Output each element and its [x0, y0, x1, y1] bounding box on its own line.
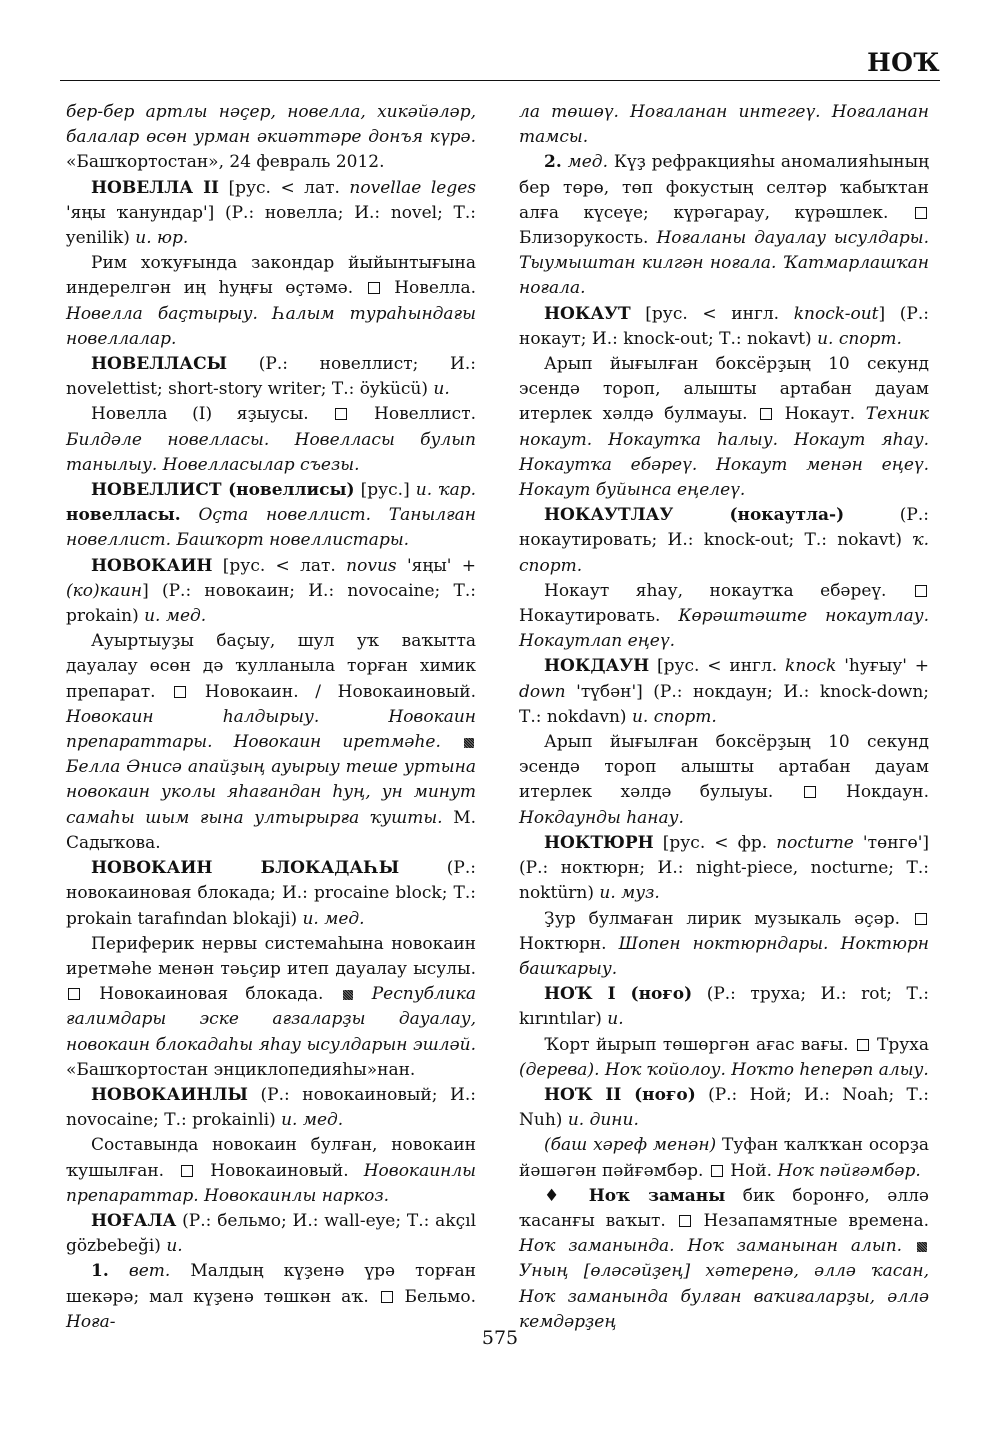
definition: Арып йығылған боксёрҙың 10 секунд эсендә тороп, алышты артабан дауам итерлек хәлдә булмауы. Нокаут. Техник нокаут. Нокаутҡа һалыу. Нокаут яһау. Нокаутҡа ебәреү. Нокаут менән еңеү. Нокаут буйынса еңелеү.: [519, 354, 930, 501]
russian-equivalent-box-icon: [915, 585, 927, 597]
entry-nokdaun: НОКДАУН [рус. < ингл. knock 'һуғыу' + down 'түбән'] (Р.: нокдаун; И.: knock-down; Т.: nokdavn) и. спорт.: [519, 656, 930, 727]
entry-nokautlau: НОКАУТЛАУ (нокаутла-) (Р.: нокаутировать; И.: knock-out; Т.: nokavt) ҡ. спорт.: [519, 505, 930, 576]
headword: НОКАУТЛАУ (нокаутла-): [544, 505, 845, 526]
russian-equivalent-box-icon: [915, 207, 927, 219]
continued-examples: ла төшөү. Ноғаланан интегеү. Ноғаланан тамсы.: [519, 102, 929, 148]
entry-noq-2: НОҠ II (ноғо) (Р.: Ной; И.: Noah; Т.: Nuh) и. дини.: [519, 1084, 929, 1131]
headword: Ноҡ заманы: [588, 1185, 726, 1206]
definition: Составында новокаин булған, новокаин ҡушылған. Новокаиновый. Новокаинлы препараттар. Новокаинлы наркоз.: [66, 1135, 477, 1206]
quotation-square-icon: [464, 738, 474, 748]
quotation-square-icon: [917, 1242, 927, 1252]
headword: НОКТЮРН: [544, 832, 654, 853]
russian-equivalent-box-icon: [760, 408, 772, 420]
entry-novokain: НОВОКАИН [рус. < лат. novus 'яңы' + (ко)каин] (Р.: новокаин; И.: novocaine; Т.: prokain) и. мед.: [66, 555, 476, 627]
headword: НОҒАЛА: [91, 1210, 177, 1231]
definition: Нокаут яһау, нокаутҡа ебәреү. Нокаутировать. Көрәштәште нокаутлау. Нокаутлап еңеү.: [519, 580, 929, 652]
russian-equivalent-box-icon: [804, 786, 816, 798]
running-head: НОҠ: [867, 48, 940, 77]
definition: Арып йығылған боксёрҙың 10 секунд эсендә тороп алышты артабан дауам итерлек хәлдә булыуы. Нокдаун. Нокдаунды һанау.: [519, 732, 930, 828]
russian-equivalent-box-icon: [857, 1039, 869, 1051]
definition: Новелла (I) яҙыусы. Новеллист. Билдәле новелласы. Новелласы булып танылыу. Новелласылар съезы.: [66, 404, 476, 475]
entry-nokaut: НОКАУТ [рус. < ингл. knock-out] (Р.: нокаут; И.: knock-out; Т.: nokavt) и. спорт.: [519, 303, 929, 349]
headword: НОВЕЛЛАСЫ: [91, 354, 228, 375]
headword: НОВЕЛЛИСТ (новеллисы): [91, 480, 355, 501]
idiom-noq-zamany: ♦ Ноҡ заманы бик боронғо, әллә ҡасанғы ваҡыт. Незапамятные времена. Ноҡ заманында. Ноҡ заманынан алып. Уның [өләсәйҙең] хәтеренә, әллә ҡасан, Ноҡ заманында булған ваҡиғаларҙы, әллә кемдәрҙең: [519, 1185, 930, 1332]
russian-equivalent-box-icon: [381, 1291, 393, 1303]
russian-equivalent-box-icon: [181, 1165, 193, 1177]
entry-novellist: НОВЕЛЛИСТ (новеллисы) [рус.] и. ҡар. новелласы. Оҫта новеллист. Танылған новеллист. Башҡорт новеллистары.: [66, 480, 477, 551]
continued-quote: бер-бер артлы нәҫер, новелла, хикәйәләр, балалар өсөн урман әкиәттәре донъя күрә. «Башҡортостан», 24 февраль 2012.: [66, 102, 476, 173]
definition: 2. мед. Күҙ рефракцияһы аномалияһының бер төрө, төп фокустың селтәр ҡабыҡтан алға күсеүе; күрәгарау, күрәшлек. Близорукость. Ноғаланы дауалау ысулдары. Тыумыштан килгән ноғала. Ҡатмарлашҡан ноғала.: [519, 152, 930, 299]
headword: НОВОКАИН: [91, 555, 213, 576]
headword: НОВЕЛЛА II: [91, 177, 220, 198]
headword: НОҠ I (ноғо): [544, 984, 693, 1005]
right-column: [519, 100, 929, 1335]
russian-equivalent-box-icon: [711, 1165, 723, 1177]
diamond-icon: ♦: [544, 1185, 572, 1206]
entry-novokain-blokadahy: НОВОКАИН БЛОКАДАҺЫ (Р.: новокаиновая блокада; И.: procaine block; Т.: prokain tarafından blokaji) и. мед.: [66, 858, 476, 929]
entry-nogala: НОҒАЛА (Р.: бельмо; И.: wall-eye; Т.: akçıl gözbebeği) и.: [66, 1210, 477, 1257]
definition: 1. вет. Малдың күҙенә үрә торған шекәрә; мал күҙенә төшкән аҡ. Бельмо. Ноға-: [66, 1261, 477, 1332]
definition: Ҡорт йырып төшөргән ағас вағы. Труха (дерева). Ноҡ ҡойолоу. Ноҡто һеперәп алыу.: [519, 1034, 929, 1080]
headword: НОВОКАИНЛЫ: [91, 1084, 248, 1105]
headword: НОКАУТ: [544, 303, 631, 324]
russian-equivalent-box-icon: [368, 282, 380, 294]
russian-equivalent-box-icon: [915, 913, 927, 925]
russian-equivalent-box-icon: [174, 686, 186, 698]
left-column: [66, 100, 476, 1335]
definition: Рим хоҡуғында закондар йыйынтығына индерелгән иң һуңғы өҫтәмә. Новелла. Новелла баҫтырыу. Һалым тураһындағы новеллалар.: [66, 253, 477, 349]
definition: Ҙур булмаған лирик музыкаль әҫәр. Ноктюрн. Шопен ноктюрндары. Ноктюрн башҡарыу.: [519, 908, 929, 979]
headword: НОКДАУН: [544, 656, 650, 677]
header-rule: [60, 80, 940, 81]
russian-equivalent-box-icon: [68, 988, 80, 1000]
definition: (баш хәреф менән) Туфан ҡалҡҡан осорҙа йәшәгән пәйғәмбәр. Ной. Ноҡ пәйғәмбәр.: [519, 1135, 930, 1181]
russian-equivalent-box-icon: [335, 408, 347, 420]
quotation-square-icon: [343, 990, 353, 1000]
headword: НОҠ II (ноғо): [544, 1084, 696, 1105]
entry-noq-1: НОҠ I (ноғо) (Р.: труха; И.: rot; Т.: kırıntılar) и.: [519, 984, 930, 1030]
headword: НОВОКАИН БЛОКАДАҺЫ: [91, 858, 400, 879]
entry-noktyurn: НОКТЮРН [рус. < фр. nocturne 'төнгө'] (Р.: ноктюрн; И.: night-piece, nocturne; Т.: noktürn) и. муз.: [519, 832, 930, 904]
definition: Периферик нервы системаһына новокаин иретмәһе менән тәьҫир итеп дауалау ысулы. Новокаиновая блокада. Республика ғалимдары эске ағзаларҙы дауалау, новокаин блокадаһы яһау ысулдарын эшләй. «Башҡортостан энциклопедияһы»нан.: [66, 933, 477, 1080]
entry-novellasy: НОВЕЛЛАСЫ (Р.: новеллист; И.: novelettist; short-story writer; Т.: öykücü) и.: [66, 354, 477, 400]
entry-novokainly: НОВОКАИНЛЫ (Р.: новокаиновый; И.: novocaine; Т.: prokainli) и. мед.: [66, 1084, 477, 1131]
page-number: 575: [481, 1327, 519, 1349]
entry-novella-2: НОВЕЛЛА II [рус. < лат. novellae leges 'яңы ҡанундар'] (Р.: новелла; И.: novel; Т.: yenilik) и. юр.: [66, 177, 476, 249]
russian-equivalent-box-icon: [679, 1215, 691, 1227]
definition: Ауыртыуҙы баҫыу, шул уҡ ваҡытта дауалау өсөн дә ҡулланыла торған химик препарат. Новокаин. / Новокаиновый. Новокаин һалдырыу. Новокаин препараттары. Новокаин иретмәһе. Белла Әнисә апайҙың ауырыу теше уртына новокаин уколы яһағандан һуң, ун минут самаһы шым ғына ултырырға ҡушты. М. Садыҡова.: [66, 631, 477, 853]
